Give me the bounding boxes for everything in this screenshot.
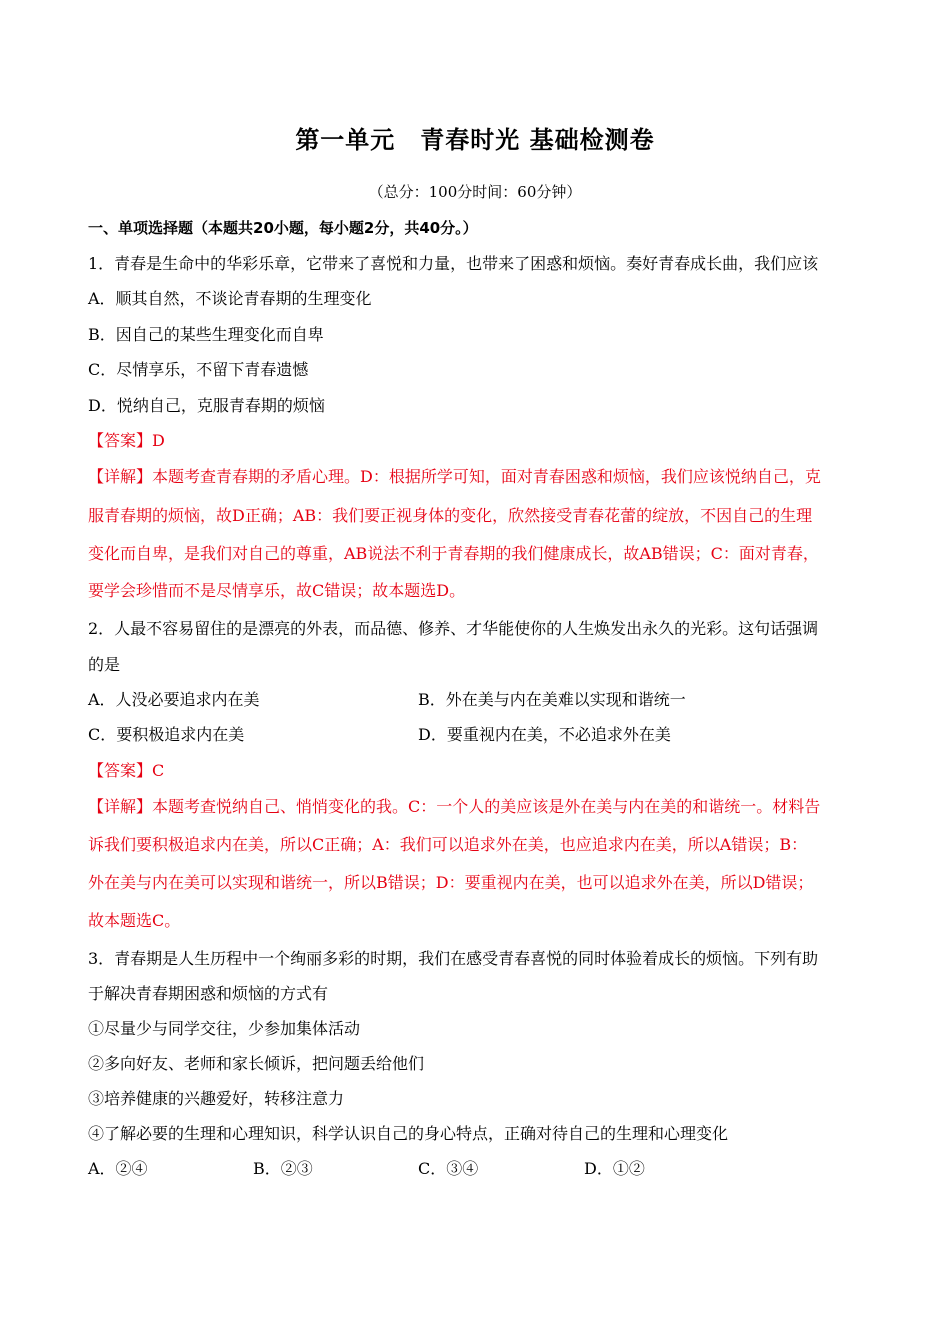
q3-stem-line: 3．青春期是人生历程中一个绚丽多彩的时期，我们在感受青春喜悦的同时体验着成长的烦恼。下列有助 [88,949,819,968]
q1-explain-line: 【详解】本题考查青春期的矛盾心理。D：根据所学可知，面对青春困惑和烦恼，我们应该悦纳自己，克 [88,467,821,486]
q2-option-a: A．人没必要追求内在美 [88,690,260,709]
q3-item: ④了解必要的生理和心理知识，科学认识自己的身心特点，正确对待自己的生理和心理变化 [88,1124,729,1143]
q1-explain-line: 服青春期的烦恼，故D正确；AB：我们要正视身体的变化，欣然接受青春花蕾的绽放，不因自己的生理 [88,506,813,525]
q2-explain-line: 【详解】本题考查悦纳自己、悄悄变化的我。C：一个人的美应该是外在美与内在美的和谐统一。材料告 [88,797,821,816]
q3-stem-line: 于解决青春期困惑和烦恼的方式有 [88,984,329,1003]
q1-explain-line: 要学会珍惜而不是尽情享乐，故C错误；故本题选D。 [88,581,466,600]
q2-explain-line: 外在美与内在美可以实现和谐统一，所以B错误；D：要重视内在美，也可以追求外在美，所以D错误； [88,873,814,892]
q2-answer: 【答案】C [88,761,165,780]
q1-explain-line: 变化而自卑，是我们对自己的尊重，AB说法不利于青春期的我们健康成长，故AB错误；C：面对青春， [88,544,819,563]
q1-option-c: C．尽情享乐，不留下青春遗憾 [88,360,309,379]
section-heading: 一、单项选择题（本题共20小题，每小题2分，共40分。） [88,219,478,237]
q1-stem: 1．青春是生命中的华彩乐章，它带来了喜悦和力量，也带来了困惑和烦恼。奏好青春成长曲，我们应该 [88,254,819,273]
q3-option-c: C．③④ [418,1159,479,1178]
q3-item: ②多向好友、老师和家长倾诉，把问题丢给他们 [88,1054,425,1073]
q1-option-b: B．因自己的某些生理变化而自卑 [88,325,324,344]
q2-stem-line: 2．人最不容易留住的是漂亮的外表，而品德、修养、才华能使你的人生焕发出永久的光彩。这句话强调 [88,619,819,638]
q3-item: ③培养健康的兴趣爱好，转移注意力 [88,1089,345,1108]
q3-item: ①尽量少与同学交往，少参加集体活动 [88,1019,361,1038]
score-time-info: （总分：100分时间：60分钟） [368,183,582,201]
q2-explain-line: 故本题选C。 [88,911,181,930]
q1-option-a: A．顺其自然，不谈论青春期的生理变化 [88,289,372,308]
q2-stem-line: 的是 [88,655,121,674]
q3-option-d: D．①② [584,1159,645,1178]
q2-option-b: B．外在美与内在美难以实现和谐统一 [418,690,686,709]
q3-option-a: A．②④ [88,1159,148,1178]
q2-option-d: D．要重视内在美，不必追求外在美 [418,725,671,744]
q1-answer: 【答案】D [88,431,165,450]
q2-explain-line: 诉我们要积极追求内在美，所以C正确；A：我们可以追求外在美，也应追求内在美，所以A错误；B： [88,835,808,854]
q2-option-c: C．要积极追求内在美 [88,725,245,744]
page-title: 第一单元 青春时光 基础检测卷 [295,126,655,154]
q3-option-b: B．②③ [253,1159,313,1178]
q1-option-d: D．悦纳自己，克服青春期的烦恼 [88,396,325,415]
